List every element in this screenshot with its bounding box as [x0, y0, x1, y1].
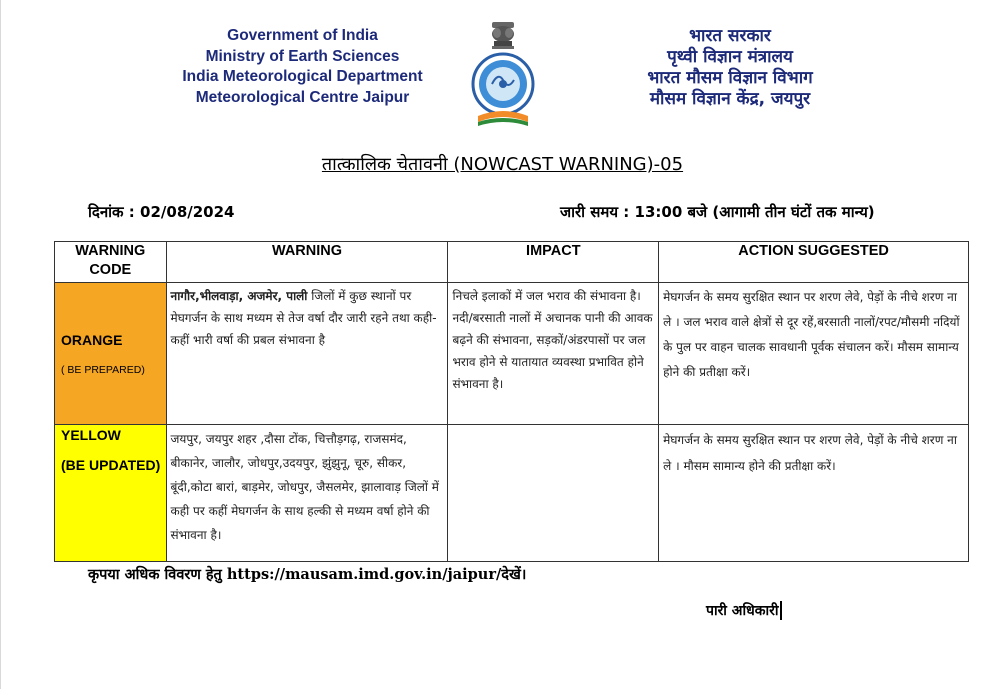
- footer-note-prefix: कृपया अधिक विवरण हेतु: [88, 567, 222, 583]
- table-row-orange: [55, 283, 969, 425]
- column-header-action: ACTION SUGGESTED: [659, 242, 969, 283]
- header-hindi: [600, 26, 860, 110]
- header-line: भारत मौसम विज्ञान विभाग: [647, 68, 813, 88]
- orange-impact-cell: निचले इलाकों में जल भराव की संभावना है।नदी/बरसाती नालों में अचानक पानी की आवक बढ़ने की संभावना, सड़कों/अंडरपासों पर जल भराव होने से यातायात व्यवस्था प्रभावित होने संभावना है।: [448, 283, 659, 425]
- issue-time: जारी समय : 13:00 बजे (आगामी तीन घंटों तक मान्य): [560, 203, 875, 221]
- header-line: Ministry of Earth Sciences: [205, 47, 400, 65]
- yellow-impact-cell: [448, 425, 659, 562]
- table-row-yellow: [55, 425, 969, 562]
- header-line: Government of India: [227, 27, 378, 44]
- header-line: भारत सरकार: [689, 26, 771, 46]
- header-line: Meteorological Centre Jaipur: [195, 88, 410, 106]
- yellow-action-cell: मेघगर्जन के समय सुरक्षित स्थान पर शरण लेवे, पेड़ों के नीचे शरण ना ले । मौसम सामान्य होने की प्रतीक्षा करें।: [659, 425, 969, 562]
- warning-table: [54, 241, 969, 562]
- table-header-row: [55, 242, 969, 283]
- more-info-link[interactable]: https://mausam.imd.gov.in/jaipur/: [226, 566, 502, 583]
- header-line: India Meteorological Department: [182, 68, 423, 85]
- orange-warning-districts: नागौर,भीलवाड़ा, अजमेर, पाली: [170, 289, 308, 303]
- header-english: [150, 26, 455, 108]
- signature-duty-officer: पारी अधिकारी: [706, 601, 782, 620]
- orange-code-cell: [55, 283, 167, 425]
- orange-action-cell: मेघगर्जन के समय सुरक्षित स्थान पर शरण लेवे, पेड़ों के नीचे शरण ना ले । जल भराव वाले क्षेत्रों से दूर रहें,बरसाती नालों/रपट/मौसमी नदियों के पुल पर वाहन चालक सावधानी पूर्वक संचालन करें। मौसम सामान्य होने की प्रतीक्षा करें।: [659, 283, 969, 425]
- column-header-code: WARNING CODE: [55, 242, 167, 283]
- header-line: पृथ्वी विज्ञान मंत्रालय: [667, 47, 793, 67]
- orange-warning-cell: [166, 283, 448, 425]
- column-header-impact: IMPACT: [448, 242, 659, 283]
- warning-code-yellow: YELLOW: [61, 427, 121, 443]
- yellow-warning-cell: जयपुर, जयपुर शहर ,दौसा टोंक, चित्तौड़गढ़, राजसमंद, बीकानेर, जालौर, जोधपुर,उदयपुर, झुंझुनू, चूरु, सीकर, बूंदी,कोटा बारां, बाड़मेर, जोधपुर, जैसलमेर, झालावाड़ जिलों में कही पर कहीं मेघगर्जन के साथ हल्की से मध्यम वर्षा होने की संभावना है।: [166, 425, 448, 562]
- document-title: तात्कालिक चेतावनी (NOWCAST WARNING)-05: [321, 154, 684, 175]
- header-line: मौसम विज्ञान केंद्र, जयपुर: [649, 89, 811, 109]
- orange-warning-text: जिलों में कुछ स्थानों पर मेघगर्जन के साथ मध्यम से तेज वर्षा दौर जारी रहने तथा कही-कहीं भारी वर्षा की प्रबल संभावना है: [170, 289, 437, 347]
- footer-note-suffix: देखें।: [501, 567, 527, 583]
- yellow-code-cell: [55, 425, 167, 562]
- footer-note: [88, 564, 526, 584]
- warning-code-orange: ORANGE: [61, 331, 123, 348]
- warning-code-yellow-subtitle: (BE UPDATED): [61, 457, 161, 473]
- imd-emblem-logo: [470, 20, 536, 128]
- issue-date: दिनांक : 02/08/2024: [88, 203, 235, 221]
- warning-code-orange-subtitle: ( BE PREPARED): [61, 363, 145, 376]
- column-header-warning: WARNING: [166, 242, 448, 283]
